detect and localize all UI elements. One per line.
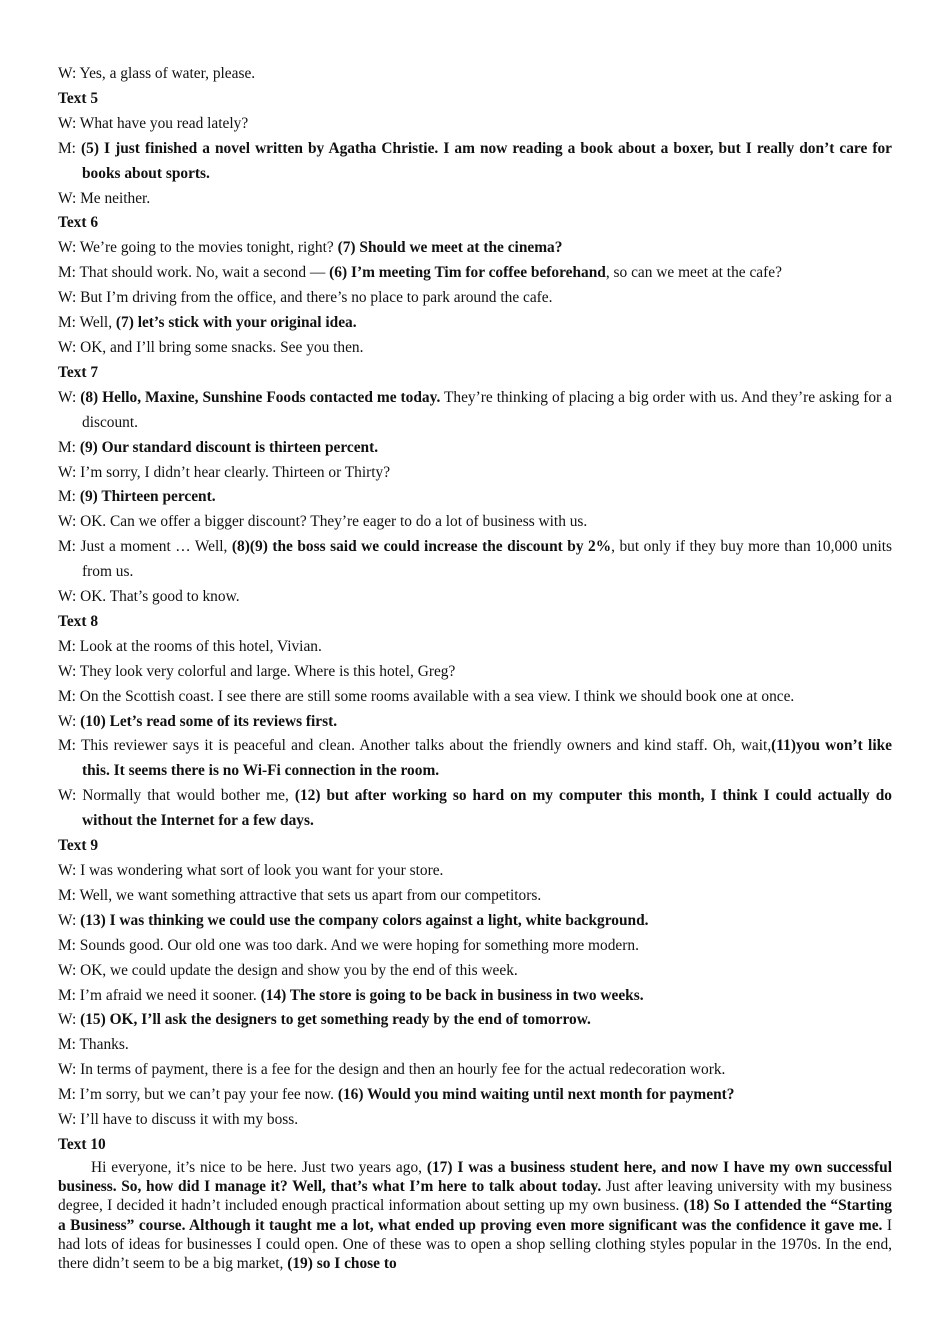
plain-text: W: Normally that would bother me,	[58, 787, 295, 805]
dialogue-line	[58, 734, 892, 784]
dialogue-line	[58, 1008, 892, 1033]
dialogue-line	[58, 286, 892, 311]
plain-text: M: Well, we want something attractive that sets us apart from our competitors.	[58, 886, 542, 904]
dialogue-line	[58, 710, 892, 735]
dialogue-line	[58, 959, 892, 984]
dialogue-line	[58, 859, 892, 884]
plain-text: W: OK, and I’ll bring some snacks. See you then.	[58, 338, 364, 356]
dialogue-line	[58, 585, 892, 610]
dialogue-line	[58, 1083, 892, 1108]
dialogue-line	[58, 1108, 892, 1133]
plain-text: W: In terms of payment, there is a fee for the design and then an hourly fee for the actual redecoration work.	[58, 1061, 726, 1079]
bold-answer-text: (10) Let’s read some of its reviews first.	[80, 712, 338, 730]
bold-answer-text: Text 8	[58, 612, 99, 630]
text-heading	[58, 361, 892, 386]
plain-text: W: I’ll have to discuss it with my boss.	[58, 1111, 299, 1129]
dialogue-line	[58, 909, 892, 934]
bold-answer-text: Text 10	[58, 1135, 106, 1153]
monologue-paragraph	[58, 1158, 892, 1274]
plain-text: M: That should work. No, wait a second —	[58, 264, 330, 282]
dialogue-line	[58, 112, 892, 137]
dialogue-line	[58, 187, 892, 212]
dialogue-line	[58, 137, 892, 187]
plain-text: W: They look very colorful and large. Where is this hotel, Greg?	[58, 662, 456, 680]
plain-text: W:	[58, 388, 81, 406]
bold-answer-text: (9) Thirteen percent.	[79, 488, 216, 506]
plain-text: , but only if they buy more than 10,000 units from us.	[82, 538, 892, 581]
bold-answer-text: Text 5	[58, 89, 99, 107]
plain-text: M: Just a moment … Well,	[58, 538, 232, 556]
text-heading	[58, 1133, 892, 1158]
plain-text: W: OK. That’s good to know.	[58, 588, 240, 606]
plain-text: M: On the Scottish coast. I see there are still some rooms available with a sea view. I think we should book one at once.	[58, 687, 795, 705]
bold-answer-text: (13) I was thinking we could use the company colors against a light, white background.	[80, 911, 649, 929]
dialogue-line	[58, 336, 892, 361]
bold-answer-text: (7) let’s stick with your original idea.	[115, 314, 357, 332]
plain-text: Hi everyone, it’s nice to be here. Just two years ago,	[91, 1158, 427, 1176]
plain-text: W: Me neither.	[58, 189, 151, 207]
plain-text: W:	[58, 911, 81, 929]
bold-answer-text: Text 6	[58, 214, 99, 232]
dialogue-line	[58, 635, 892, 660]
bold-answer-text: (19) so I chose to	[287, 1255, 397, 1273]
plain-text: M: Well,	[58, 314, 116, 332]
dialogue-line	[58, 311, 892, 336]
plain-text: W: I was wondering what sort of look you want for your store.	[58, 862, 444, 879]
bold-answer-text: Text 9	[58, 837, 99, 855]
plain-text: W: OK, we could update the design and show you by the end of this week.	[58, 961, 518, 979]
dialogue-line	[58, 685, 892, 710]
plain-text: W: What have you read lately?	[58, 114, 249, 132]
bold-answer-text: (7) Should we meet at the cinema?	[337, 239, 563, 257]
dialogue-line	[58, 236, 892, 261]
plain-text: M:	[58, 139, 82, 157]
bold-answer-text: Text 7	[58, 363, 99, 381]
plain-text: , so can we meet at the cafe?	[605, 264, 782, 282]
plain-text: M: Thanks.	[58, 1036, 129, 1054]
bold-answer-text: (18) So I attended the “Starting a Business” course. Although it taught me a lot, what ended up proving even more significant was the confidence it gave me.	[58, 1197, 892, 1234]
plain-text: M: I’m afraid we need it sooner.	[58, 986, 261, 1004]
plain-text: They’re thinking of placing a big order with us. And they’re asking for a discount.	[82, 388, 892, 431]
bold-answer-text: (12) but after working so hard on my computer this month, I think I could actually do without the Internet for a few days.	[82, 787, 892, 830]
bold-answer-text: (8) Hello, Maxine, Sunshine Foods contacted me today.	[80, 388, 441, 406]
transcript-document	[58, 62, 892, 1274]
bold-answer-text: (14) The store is going to be back in business in two weeks.	[260, 986, 644, 1004]
bold-answer-text: (8)(9) the boss said we could increase the discount by 2%	[231, 538, 612, 556]
text-heading	[58, 834, 892, 859]
plain-text: Just after leaving university with my business degree, I decided it hadn’t included enough practical information about setting up my own business.	[58, 1178, 892, 1215]
dialogue-line	[58, 934, 892, 959]
dialogue-line	[58, 984, 892, 1009]
text-heading	[58, 610, 892, 635]
bold-answer-text: (6) I’m meeting Tim for coffee beforehand	[329, 264, 606, 282]
text-heading	[58, 211, 892, 236]
dialogue-line	[58, 62, 892, 87]
bold-answer-text: (16) Would you mind waiting until next month for payment?	[337, 1086, 735, 1104]
dialogue-line	[58, 1033, 892, 1058]
plain-text: W:	[58, 1011, 81, 1029]
plain-text: W: But I’m driving from the office, and there’s no place to park around the cafe.	[58, 289, 553, 307]
plain-text: W: I’m sorry, I didn’t hear clearly. Thirteen or Thirty?	[58, 463, 391, 481]
bold-answer-text: (9) Our standard discount is thirteen percent.	[79, 438, 379, 456]
plain-text: W: Yes, a glass of water, please.	[58, 65, 256, 82]
dialogue-line	[58, 660, 892, 685]
dialogue-line	[58, 884, 892, 909]
dialogue-line	[58, 261, 892, 286]
bold-answer-text: (11)you won’t like this. It seems there is no Wi-Fi connection in the room.	[82, 737, 893, 780]
plain-text: M:	[58, 438, 80, 456]
dialogue-line	[58, 485, 892, 510]
bold-answer-text: (5) I just finished a novel written by Agatha Christie. I am now reading a book about a boxer, but I really don’t care for books about sports.	[81, 139, 893, 182]
plain-text: M: This reviewer says it is peaceful and clean. Another talks about the friendly owners and kind staff. Oh, wait,	[58, 737, 772, 755]
dialogue-line	[58, 510, 892, 535]
plain-text: W:	[58, 712, 81, 730]
plain-text: W: We’re going to the movies tonight, right?	[58, 239, 338, 257]
dialogue-line	[58, 436, 892, 461]
plain-text: M:	[58, 488, 80, 506]
dialogue-line	[58, 784, 892, 834]
plain-text: W: OK. Can we offer a bigger discount? They’re eager to do a lot of business with us.	[58, 513, 588, 531]
dialogue-line	[58, 1058, 892, 1083]
plain-text: I had lots of ideas for businesses I could open. One of these was to open a shop selling clothing styles popular in the 1970s. In the end, there didn’t seem to be a big market,	[58, 1216, 892, 1273]
plain-text: M: I’m sorry, but we can’t pay your fee now.	[58, 1086, 338, 1104]
bold-answer-text: (17) I was a business student here, and now I have my own successful business. So, how did I manage it? Well, that’s what I’m here to talk about today.	[58, 1158, 892, 1196]
dialogue-line	[58, 461, 892, 486]
dialogue-line	[58, 386, 892, 436]
dialogue-line	[58, 535, 892, 585]
plain-text: M: Look at the rooms of this hotel, Vivian.	[58, 637, 322, 655]
plain-text: M: Sounds good. Our old one was too dark. And we were hoping for something more modern.	[58, 936, 639, 954]
text-heading	[58, 87, 892, 112]
bold-answer-text: (15) OK, I’ll ask the designers to get something ready by the end of tomorrow.	[80, 1011, 591, 1029]
